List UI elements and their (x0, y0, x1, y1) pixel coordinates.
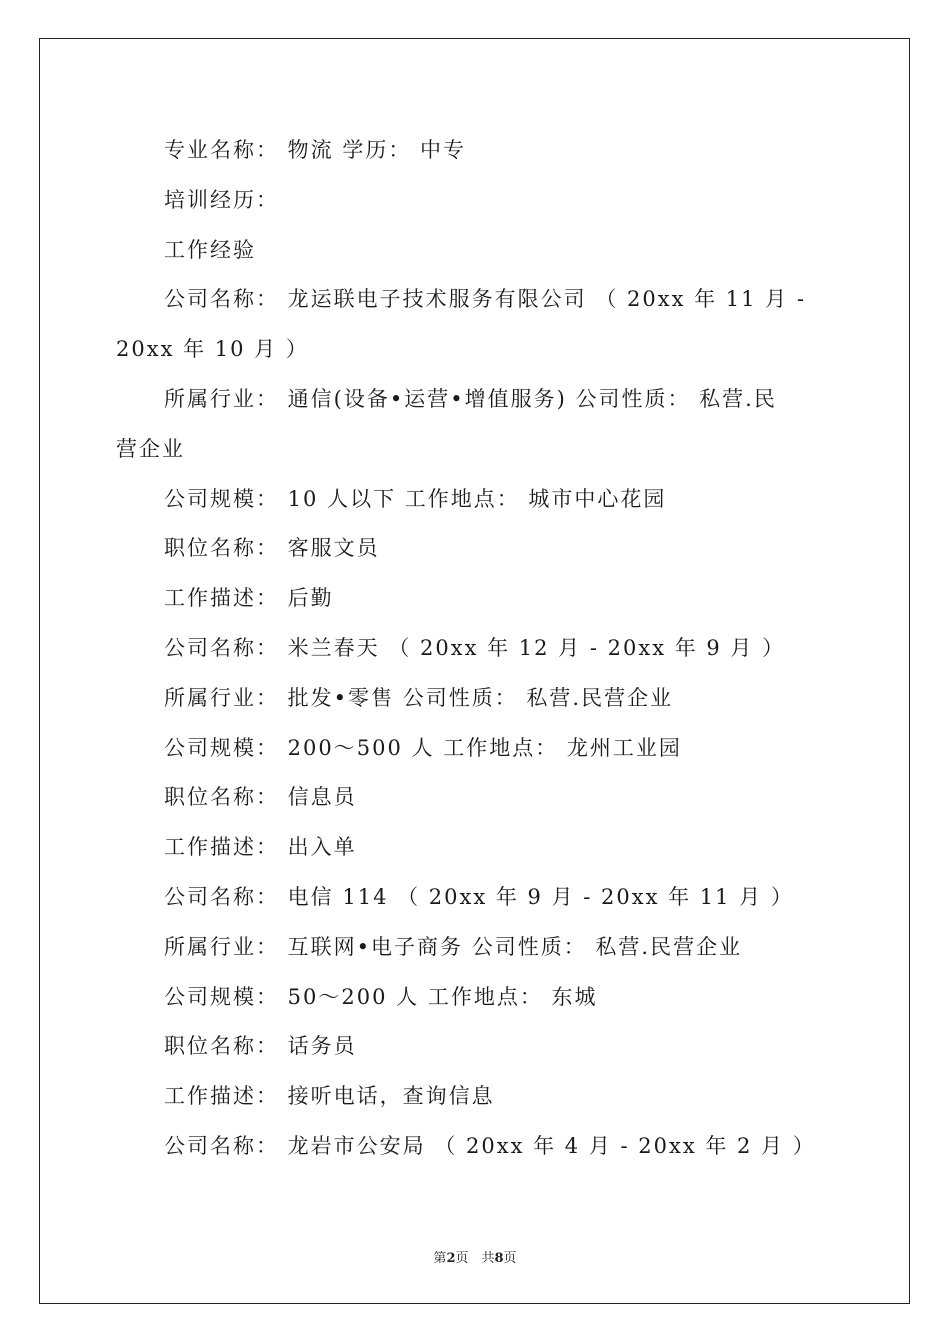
page-footer (0, 1247, 950, 1266)
text-line-company-4: 公司名称： 龙岩市公安局 （ 20xx 年 4 月 - 20xx 年 2 月 ） (164, 1133, 816, 1158)
text-line-position-2: 职位名称： 信息员 (164, 785, 357, 810)
text-line-industry-2: 所属行业： 批发•零售 公司性质： 私营.民营企业 (164, 685, 674, 710)
text-line-description-2: 工作描述： 出入单 (164, 835, 357, 860)
text-line-position-1: 职位名称： 客服文员 (164, 536, 380, 561)
text-line-industry-1-cont: 营企业 (116, 436, 185, 461)
document-body (116, 126, 836, 1172)
text-line-company-1: 公司名称： 龙运联电子技术服务有限公司 （ 20xx 年 11 月 - (164, 287, 806, 312)
text-line-company-1-cont: 20xx 年 10 月 ） (116, 337, 309, 362)
text-line-scale-2: 公司规模： 200～500 人 工作地点： 龙州工业园 (164, 735, 682, 760)
text-line-industry-1: 所属行业： 通信(设备•运营•增值服务) 公司性质： 私营.民 (164, 386, 777, 411)
text-line-description-1: 工作描述： 后勤 (164, 586, 334, 611)
current-page-number: 2 (446, 1251, 456, 1266)
footer-suffix: 页 (503, 1251, 517, 1266)
text-line-scale-1: 公司规模： 10 人以下 工作地点： 城市中心花园 (164, 486, 667, 511)
text-line-major: 专业名称： 物流 学历： 中专 (164, 138, 467, 162)
footer-middle: 页 共 (455, 1251, 495, 1266)
section-heading-work-experience: 工作经验 (164, 237, 256, 262)
footer-prefix: 第 (433, 1251, 447, 1266)
text-line-position-3: 职位名称： 话务员 (164, 1034, 357, 1059)
text-line-scale-3: 公司规模： 50～200 人 工作地点： 东城 (164, 984, 598, 1009)
text-line-company-3: 公司名称： 电信 114 （ 20xx 年 9 月 - 20xx 年 11 月 ） (164, 884, 794, 909)
text-line-industry-3: 所属行业： 互联网•电子商务 公司性质： 私营.民营企业 (164, 934, 743, 959)
text-line-company-2: 公司名称： 米兰春天 （ 20xx 年 12 月 - 20xx 年 9 月 ） (164, 635, 786, 660)
text-line-description-3: 工作描述： 接听电话，查询信息 (164, 1084, 495, 1109)
text-line-training: 培训经历： (164, 187, 279, 212)
total-page-number: 8 (494, 1251, 504, 1266)
